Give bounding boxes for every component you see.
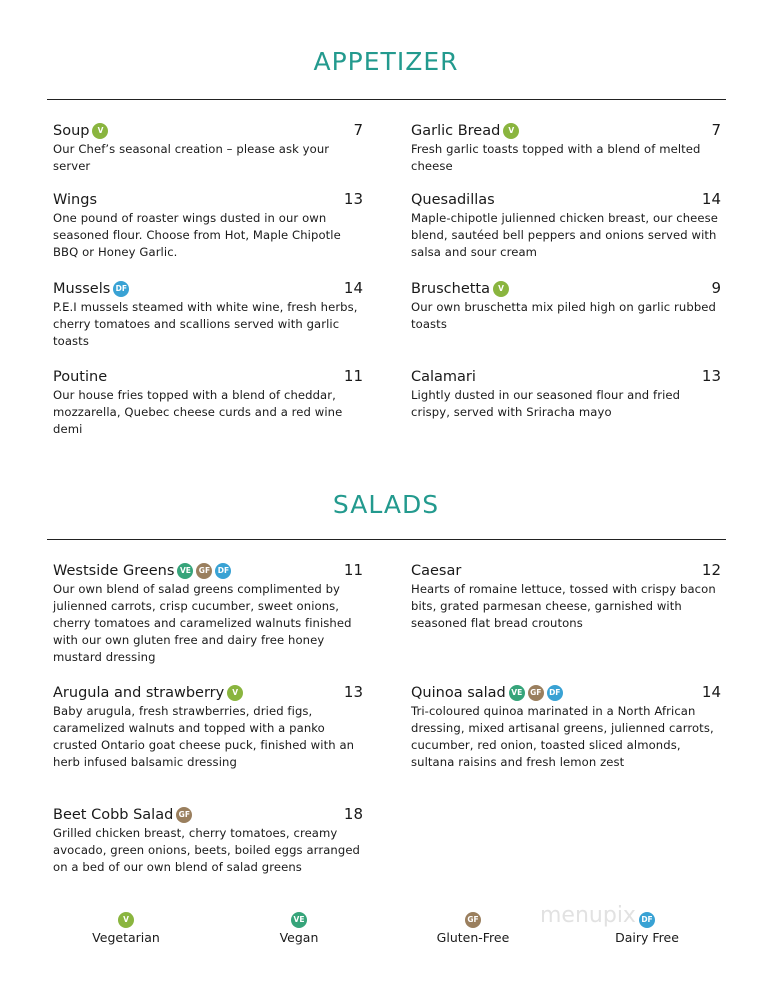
menu-item — [411, 367, 721, 421]
item-name: Arugula and strawberry — [53, 685, 225, 701]
item-name: Quinoa salad — [411, 685, 506, 701]
badge-df-icon: DF — [547, 685, 563, 701]
item-price: 11 — [343, 367, 363, 385]
item-name-row — [53, 805, 363, 825]
badge-gf-icon: GF — [196, 563, 212, 579]
badge-gf-icon: GF — [465, 912, 481, 928]
item-name: Calamari — [411, 369, 476, 385]
item-name: Westside Greens — [53, 563, 175, 579]
menu-item — [53, 805, 363, 876]
badge-gf-icon: GF — [528, 685, 544, 701]
badge-v-icon: V — [503, 123, 519, 139]
item-description: Hearts of romaine lettuce, tossed with crispy bacon bits, grated parmesan cheese, garnished with seasoned flat bread croutons — [411, 582, 716, 630]
legend-item — [66, 912, 186, 945]
item-price: 9 — [711, 279, 721, 297]
menu-item — [411, 561, 721, 632]
item-price: 14 — [343, 279, 363, 297]
badge-df-icon: DF — [215, 563, 231, 579]
item-name: Caesar — [411, 563, 462, 579]
appetizer-title: APPETIZER — [313, 47, 459, 76]
item-description: Our own bruschetta mix piled high on garlic rubbed toasts — [411, 300, 716, 331]
divider — [47, 539, 726, 540]
item-price: 11 — [343, 561, 363, 579]
item-description: Lightly dusted in our seasoned flour and fried crispy, served with Sriracha mayo — [411, 388, 681, 419]
badge-v-icon: V — [493, 281, 509, 297]
menu-item — [53, 279, 363, 350]
item-name: Quesadillas — [411, 192, 495, 208]
item-description: Our house fries topped with a blend of cheddar, mozzarella, Quebec cheese curds and a red wine demi — [53, 388, 343, 436]
menu-item — [53, 683, 363, 771]
badge-v-icon: V — [118, 912, 134, 928]
badge-ve-icon: VE — [291, 912, 307, 928]
legend-label: Dairy Free — [615, 930, 679, 945]
item-name-row — [53, 561, 363, 581]
item-price: 7 — [711, 121, 721, 139]
item-name: Wings — [53, 192, 97, 208]
badge-v-icon: V — [92, 123, 108, 139]
badge-gf-icon: GF — [176, 807, 192, 823]
item-description: Fresh garlic toasts topped with a blend of melted cheese — [411, 142, 701, 173]
menu-item — [411, 683, 721, 771]
item-name-row — [53, 279, 363, 299]
item-price: 12 — [701, 561, 721, 579]
menu-item — [53, 190, 363, 261]
menu-item — [411, 279, 721, 333]
item-description: Grilled chicken breast, cherry tomatoes, creamy avocado, green onions, beets, boiled eggs arranged on a bed of our own blend of salad greens — [53, 826, 361, 874]
menu-item — [53, 121, 363, 175]
item-description: Baby arugula, fresh strawberries, dried figs, caramelized walnuts and topped with a panko crusted Ontario goat cheese puck, finished with an herb infused balsamic dressing — [53, 704, 355, 769]
badge-v-icon: V — [227, 685, 243, 701]
item-name-row — [411, 279, 721, 299]
item-name-row — [53, 367, 363, 387]
item-description: Our Chef’s seasonal creation – please ask your server — [53, 142, 330, 173]
item-description: Our own blend of salad greens complimented by julienned carrots, crisp cucumber, sweet onions, cherry tomatoes and caramelized walnuts finished with our own gluten free and dairy free honey mustard dressing — [53, 582, 352, 664]
badge-df-icon: DF — [639, 912, 655, 928]
item-name: Beet Cobb Salad — [53, 807, 174, 823]
legend-label: Vegetarian — [92, 930, 160, 945]
item-price: 7 — [353, 121, 363, 139]
menu-item — [411, 190, 721, 261]
legend-label: Vegan — [279, 930, 319, 945]
item-name-row — [53, 121, 363, 141]
legend-label: Gluten-Free — [436, 930, 510, 945]
item-description: One pound of roaster wings dusted in our own seasoned flour. Choose from Hot, Maple Chipotle BBQ or Honey Garlic. — [53, 211, 341, 259]
badge-df-icon: DF — [113, 281, 129, 297]
item-name-row — [53, 190, 363, 210]
item-name: Mussels — [53, 281, 111, 297]
item-name: Bruschetta — [411, 281, 490, 297]
item-description: Maple-chipotle julienned chicken breast, our cheese blend, sautéed bell peppers and onions served with salsa and sour cream — [411, 211, 719, 259]
badge-ve-icon: VE — [509, 685, 525, 701]
legend-item — [239, 912, 359, 945]
item-name-row — [411, 121, 721, 141]
divider — [47, 99, 726, 100]
item-name-row — [411, 190, 721, 210]
item-description: P.E.I mussels steamed with white wine, fresh herbs, cherry tomatoes and scallions served with garlic toasts — [53, 300, 358, 348]
menu-item — [411, 121, 721, 175]
item-price: 13 — [701, 367, 721, 385]
item-price: 14 — [701, 683, 721, 701]
item-price: 13 — [343, 683, 363, 701]
salads-title: SALADS — [332, 490, 440, 519]
item-name-row — [53, 683, 363, 703]
watermark-logo: menupix — [540, 903, 636, 928]
item-price: 14 — [701, 190, 721, 208]
menu-item — [53, 367, 363, 438]
item-price: 13 — [343, 190, 363, 208]
badge-ve-icon: VE — [177, 563, 193, 579]
menu-item — [53, 561, 363, 666]
item-name-row — [411, 683, 721, 703]
item-description: Tri-coloured quinoa marinated in a North African dressing, mixed artisanal greens, julienned carrots, cucumber, red onion, toasted sliced almonds, sultana raisins and fresh lemon zest — [411, 704, 714, 769]
item-name: Garlic Bread — [411, 123, 501, 139]
item-price: 18 — [343, 805, 363, 823]
item-name-row — [411, 561, 721, 581]
item-name: Soup — [53, 123, 90, 139]
legend-item — [413, 912, 533, 945]
item-name-row — [411, 367, 721, 387]
item-name: Poutine — [53, 369, 108, 385]
